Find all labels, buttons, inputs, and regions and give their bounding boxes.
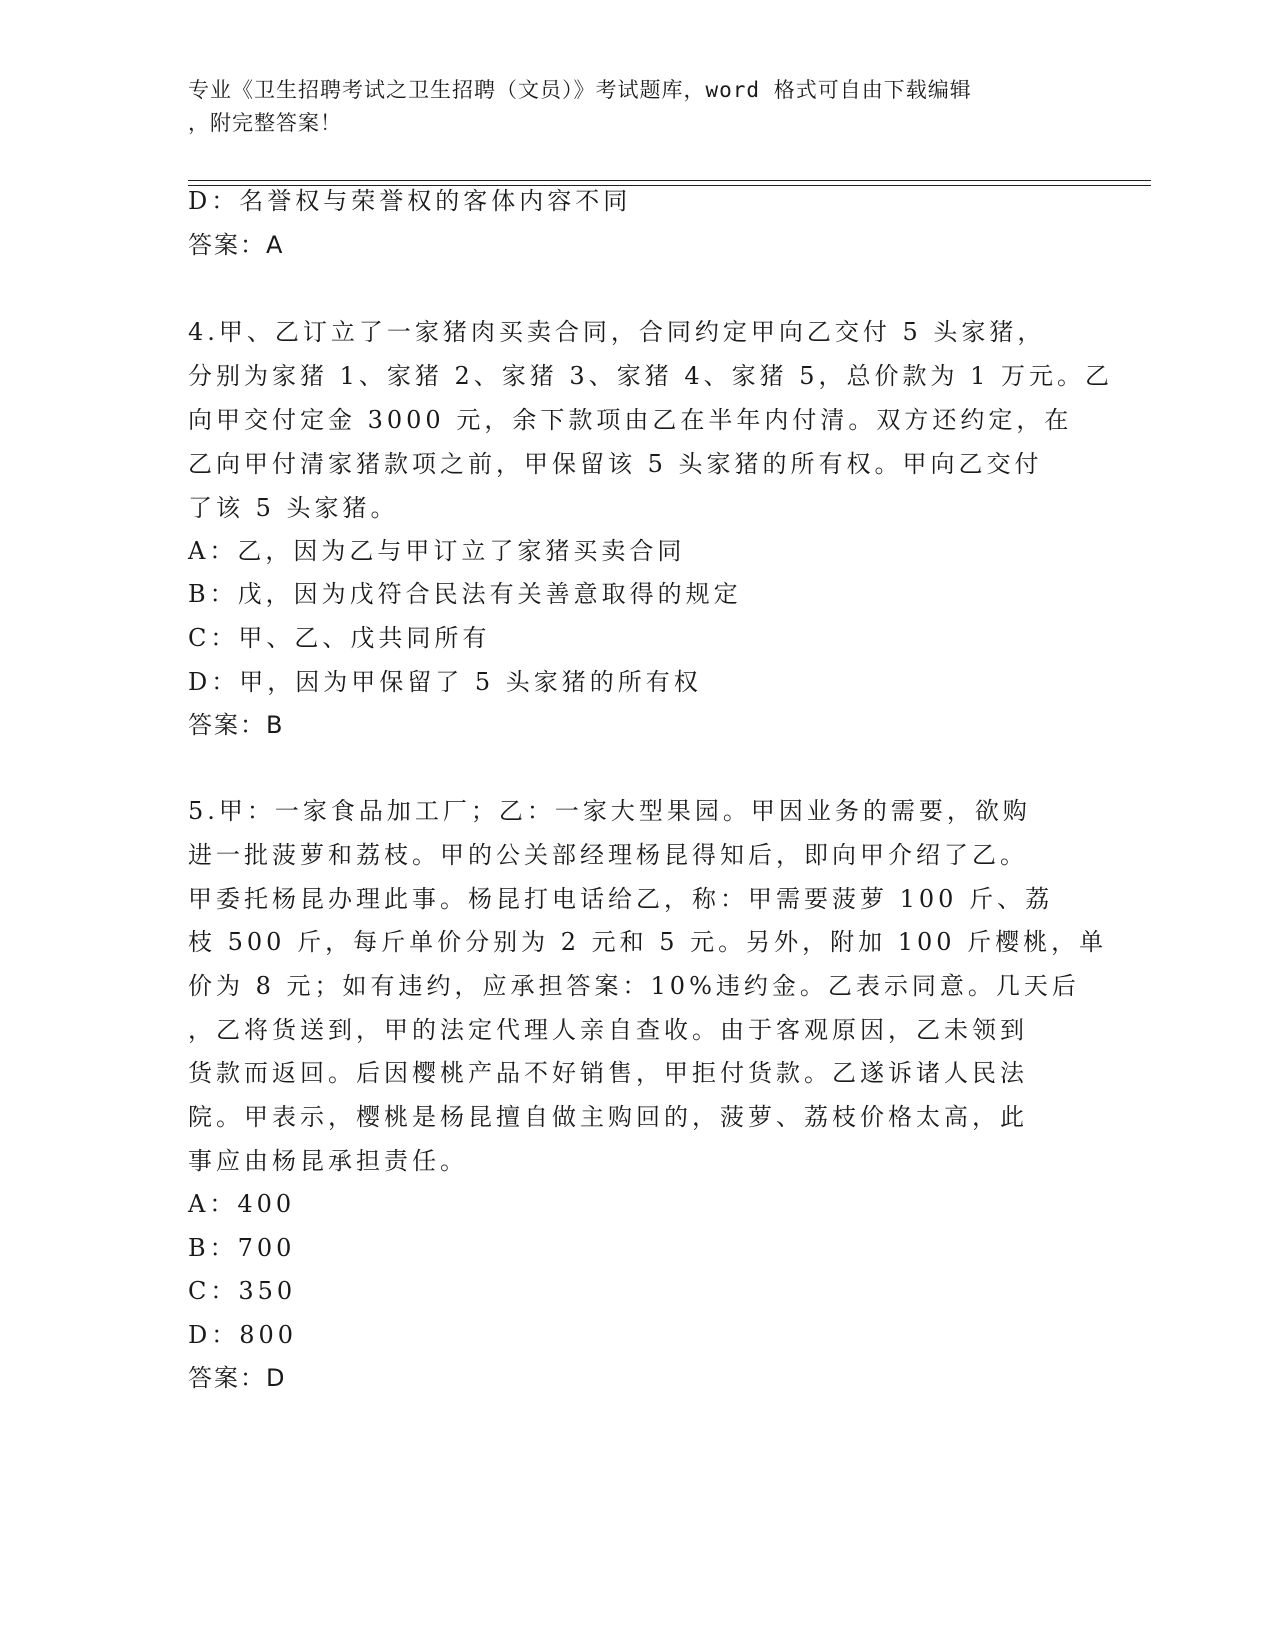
q5-option-a: A：400 <box>188 1190 296 1218</box>
q5-stem-line-4: 枝 500 斤，每斤单价分别为 2 元和 5 元。另外，附加 100 斤樱桃，单 <box>188 928 1108 956</box>
q5-stem-line-8: 院。甲表示，樱桃是杨昆擅自做主购回的，菠萝、荔枝价格太高，此 <box>188 1103 1028 1131</box>
q4-stem-line-3: 向甲交付定金 3000 元，余下款项由乙在半年内付清。双方还约定，在 <box>188 406 1073 434</box>
q5-option-c: C：350 <box>188 1277 297 1305</box>
q5-option-d: D：800 <box>188 1321 298 1349</box>
q4-option-c: C：甲、乙、戊共同所有 <box>188 624 491 652</box>
q4-option-d: D：甲，因为甲保留了 5 头家猪的所有权 <box>188 668 702 696</box>
header-line-2: ，附完整答案！ <box>188 111 342 135</box>
q3-answer: 答案：A <box>188 231 285 259</box>
q4-stem-line-5: 了该 5 头家猪。 <box>188 494 399 522</box>
q4-stem-line-4: 乙向甲付清家猪款项之前，甲保留该 5 头家猪的所有权。甲向乙交付 <box>188 450 1043 478</box>
q5-answer: 答案：D <box>188 1364 287 1392</box>
q5-stem-line-5: 价为 8 元；如有违约，应承担答案：10%违约金。乙表示同意。几天后 <box>188 972 1080 1000</box>
q5-stem-line-2: 进一批菠萝和荔枝。甲的公关部经理杨昆得知后，即向甲介绍了乙。 <box>188 841 1028 869</box>
header-line-1: 专业《卫生招聘考试之卫生招聘（文员）》考试题库，word 格式可自由下载编辑 <box>188 78 972 102</box>
q5-stem-line-9: 事应由杨昆承担责任。 <box>188 1147 468 1175</box>
q5-stem-line-7: 货款而返回。后因樱桃产品不好销售，甲拒付货款。乙遂诉诸人民法 <box>188 1059 1028 1087</box>
q4-answer: 答案：B <box>188 711 285 739</box>
q5-stem-line-1: 5.甲：一家食品加工厂；乙：一家大型果园。甲因业务的需要，欲购 <box>188 797 1031 825</box>
q4-option-b: B：戊，因为戊符合民法有关善意取得的规定 <box>188 580 742 608</box>
q3-option-d: D：名誉权与荣誉权的客体内容不同 <box>188 187 632 215</box>
q5-option-b: B：700 <box>188 1234 296 1262</box>
q4-stem-line-2: 分别为家猪 1、家猪 2、家猪 3、家猪 4、家猪 5，总价款为 1 万元。乙 <box>188 362 1114 390</box>
q5-stem-line-3: 甲委托杨昆办理此事。杨昆打电话给乙，称：甲需要菠萝 100 斤、荔 <box>188 885 1054 913</box>
q5-stem-line-6: ，乙将货送到，甲的法定代理人亲自查收。由于客观原因，乙未领到 <box>188 1016 1028 1044</box>
q4-stem-line-1: 4.甲、乙订立了一家猪肉买卖合同，合同约定甲向乙交付 5 头家猪， <box>188 318 1046 346</box>
q4-option-a: A：乙，因为乙与甲订立了家猪买卖合同 <box>188 537 686 565</box>
page-header <box>188 74 1068 140</box>
